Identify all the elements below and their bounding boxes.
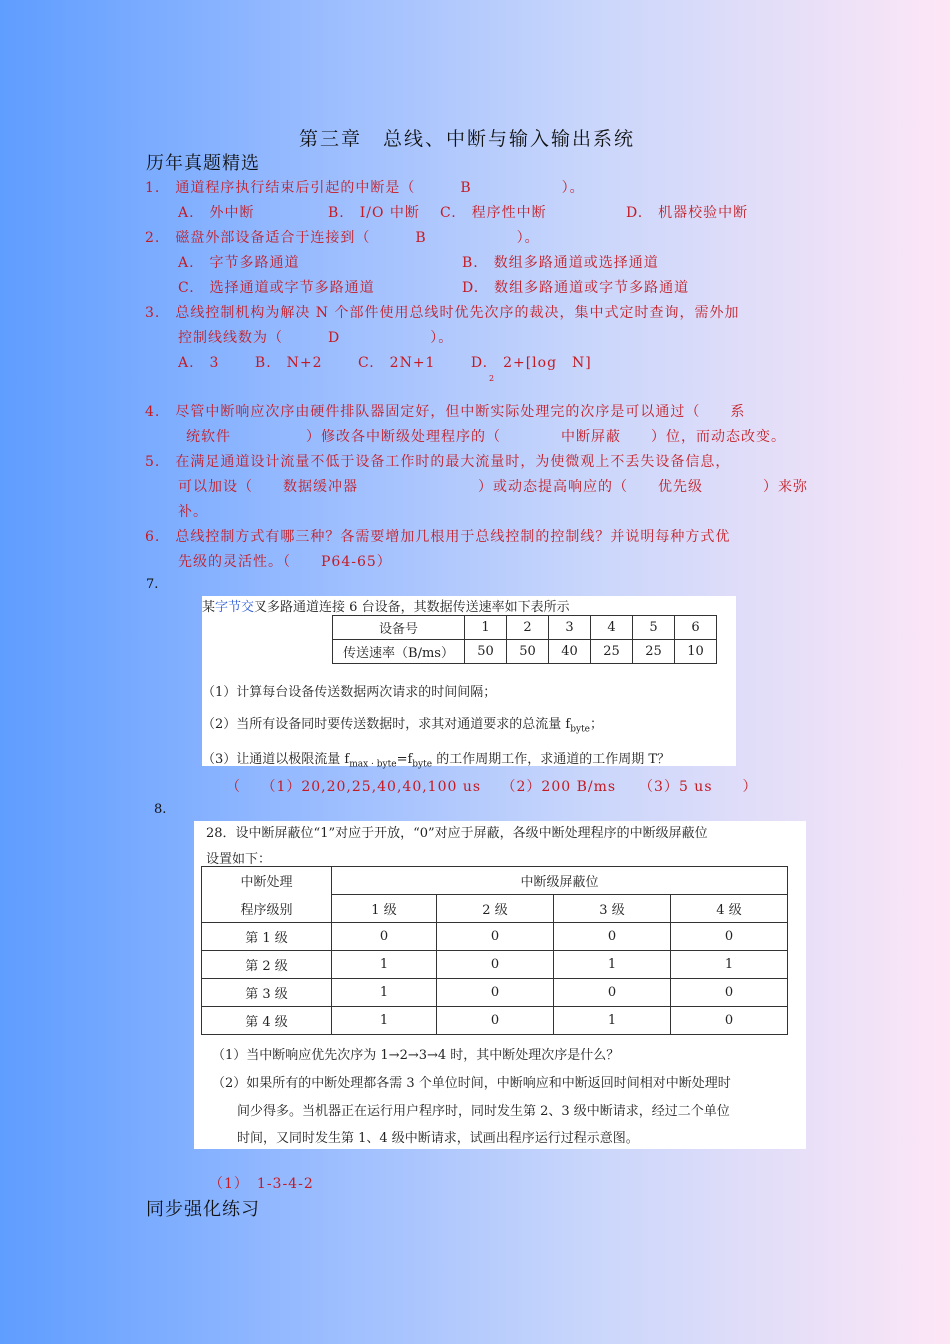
q8-sub-question-2-line2: 间少得多。当机器正在运行用户程序时，同时发生第 2、3 级中断请求，经过二个单位 [237, 1104, 730, 1119]
table-col-header: 2 级 [437, 895, 554, 923]
table-cell: 0 [332, 923, 437, 951]
table-cell: 25 [633, 640, 675, 664]
table-cell: 2 [507, 616, 549, 640]
table-cell: 50 [465, 640, 507, 664]
table-row [202, 979, 788, 1007]
q7-sub-question-3 [202, 748, 670, 770]
q7-intro-a: 某 [202, 600, 216, 615]
q7-q2-subscript: byte [570, 724, 591, 735]
q3-log-subscript: 2 [489, 374, 495, 383]
table-row-label: 第 4 级 [202, 1007, 332, 1035]
q7-q2-text: （2）当所有设备同时要传送数据时，求其对通道要求的总流量 f [202, 717, 571, 732]
table-cell: 3 [549, 616, 591, 640]
table-row [202, 951, 788, 979]
table-header-right: 中断级屏蔽位 [332, 867, 788, 895]
q7-answer: （ （1）20,20,25,40,40,100 us （2）200 B/ms （3）5 us ） [226, 779, 758, 795]
table-cell: 4 [591, 616, 633, 640]
q2-stem: 2. 磁盘外部设备适合于连接到（ B ）。 [145, 230, 540, 246]
table-cell: 传送速率（B/ms） [333, 640, 465, 664]
section-heading-practice: 同步强化练习 [146, 1199, 260, 1220]
q7-intro [202, 596, 570, 615]
table-col-header: 4 级 [671, 895, 788, 923]
table-cell: 0 [554, 923, 671, 951]
table-cell: 1 [465, 616, 507, 640]
q1-stem: 1. 通道程序执行结束后引起的中断是（ B ）。 [145, 180, 585, 196]
q8-number: 8. [154, 802, 167, 817]
q7-q3-text-a: （3）让通道以极限流量 f [202, 752, 350, 767]
table-row [202, 1007, 788, 1035]
table-cell: 1 [671, 951, 788, 979]
q6-line2: 先级的灵活性。（ P64-65） [178, 554, 392, 570]
table-row [202, 923, 788, 951]
table-cell: 0 [671, 1007, 788, 1035]
q8-stem-line2: 设置如下： [206, 852, 272, 867]
q5-line2: 可以加设（ 数据缓冲器 ）或动态提高响应的（ 优先级 ）来弥 [178, 479, 808, 495]
table-row [333, 616, 717, 640]
table-cell: 40 [549, 640, 591, 664]
table-cell: 0 [671, 979, 788, 1007]
table-cell: 1 [332, 951, 437, 979]
q1-option-a: A. 外中断 [178, 205, 255, 221]
q1-option-b: B. I/O 中断 [328, 205, 420, 221]
q8-sub-question-2-line3: 时间，又同时发生第 1、4 级中断请求，试画出程序运行过程示意图。 [237, 1131, 639, 1146]
page-title: 第三章 总线、中断与输入输出系统 [299, 128, 636, 150]
q7-number: 7. [146, 577, 159, 592]
q4-line1: 4. 尽管中断响应次序由硬件排队器固定好，但中断实际处理完的次序是可以通过（ 系 [145, 404, 746, 420]
q8-mask-table [201, 866, 788, 1035]
q3-options: A. 3 B. N+2 C. 2N+1 D. 2+[log N] [178, 355, 592, 371]
q1-option-c: C. 程序性中断 [440, 205, 547, 221]
table-row-label: 第 1 级 [202, 923, 332, 951]
q7-q2-end: ； [590, 717, 604, 732]
table-row [202, 895, 788, 923]
q7-rate-table [332, 615, 717, 664]
table-header-left: 程序级别 [202, 895, 332, 923]
table-header-left: 中断处理 [202, 867, 332, 895]
table-cell: 6 [675, 616, 717, 640]
q7-sub-question-2 [202, 713, 603, 735]
q7-q3-subscript-2: byte [412, 759, 433, 770]
q8-sub-question-2-line1: （2）如果所有的中断处理都各需 3 个单位时间，中断响应和中断返回时间相对中断处理时 [212, 1076, 731, 1091]
q3-stem-line2: 控制线线数为（ D ）。 [178, 330, 454, 346]
table-cell: 10 [675, 640, 717, 664]
table-cell: 5 [633, 616, 675, 640]
q2-option-a: A. 字节多路通道 [178, 255, 300, 271]
q7-q3-text-b: =f [396, 752, 413, 767]
table-cell: 50 [507, 640, 549, 664]
q6-line1: 6. 总线控制方式有哪三种？各需要增加几根用于总线控制的控制线？并说明每种方式优 [145, 529, 731, 545]
q7-intro-link: 字节交 [215, 600, 255, 615]
q8-sub-question-1: （1）当中断响应优先次序为 1→2→3→4 时，其中断处理次序是什么？ [212, 1048, 620, 1063]
table-col-header: 1 级 [332, 895, 437, 923]
table-row [202, 867, 788, 895]
table-col-header: 3 级 [554, 895, 671, 923]
q7-sub-question-1: （1）计算每台设备传送数据两次请求的时间间隔； [202, 685, 497, 700]
table-cell: 1 [332, 1007, 437, 1035]
table-row [333, 640, 717, 664]
table-cell: 0 [437, 923, 554, 951]
q5-line1: 5. 在满足通道设计流量不低于设备工作时的最大流量时，为使微观上不丢失设备信息， [145, 454, 731, 470]
table-cell: 25 [591, 640, 633, 664]
q2-option-b: B. 数组多路通道或选择通道 [462, 255, 659, 271]
q7-question-image [202, 596, 736, 770]
table-cell: 0 [554, 979, 671, 1007]
table-cell: 设备号 [333, 616, 465, 640]
table-cell: 0 [437, 979, 554, 1007]
q7-q3-text-c: 的工作周期工作，求通道的工作周期 T？ [432, 752, 671, 767]
q5-line3: 补。 [178, 504, 208, 520]
q7-q3-subscript-1: max · byte [349, 759, 397, 770]
q4-line2: 统软件 ）修改各中断级处理程序的（ 中断屏蔽 ）位，而动态改变。 [186, 429, 786, 445]
table-cell: 0 [671, 923, 788, 951]
table-cell: 0 [437, 951, 554, 979]
table-row-label: 第 3 级 [202, 979, 332, 1007]
q3-stem-line1: 3. 总线控制机构为解决 N 个部件使用总线时优先次序的裁决，集中式定时查询，需外加 [145, 305, 740, 321]
q1-option-d: D. 机器校验中断 [626, 205, 749, 221]
q2-option-c: C. 选择通道或字节多路通道 [178, 280, 375, 296]
section-heading-past-exams: 历年真题精选 [146, 153, 260, 174]
table-cell: 1 [554, 951, 671, 979]
table-cell: 1 [554, 1007, 671, 1035]
q8-question-image [194, 821, 806, 1149]
table-cell: 0 [437, 1007, 554, 1035]
q7-intro-b: 叉多路通道连接 6 台设备，其数据传送速率如下表所示 [254, 600, 570, 615]
q8-stem-line1: 28．设中断屏蔽位“1”对应于开放，“0”对应于屏蔽，各级中断处理程序的中断级屏蔽位 [206, 826, 708, 841]
q2-option-d: D. 数组多路通道或字节多路通道 [462, 280, 690, 296]
table-cell: 1 [332, 979, 437, 1007]
table-row-label: 第 2 级 [202, 951, 332, 979]
q8-answer: （1） 1-3-4-2 [209, 1176, 314, 1192]
